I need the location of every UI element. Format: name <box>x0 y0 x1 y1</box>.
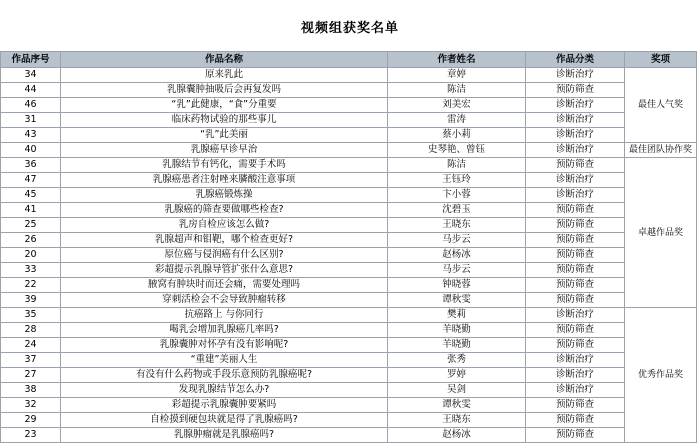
cell-category: 诊断治疗 <box>526 353 625 368</box>
cell-author: 蔡小莉 <box>388 128 526 143</box>
cell-category: 诊断治疗 <box>526 383 625 398</box>
cell-award: 最佳人气奖 <box>625 68 697 143</box>
awards-table <box>0 51 697 443</box>
cell-work: 乳房自检应该怎么做? <box>61 218 388 233</box>
cell-work: 彩超提示乳腺囊肿要紧吗 <box>61 398 388 413</box>
table-row <box>1 128 697 143</box>
cell-category: 预防筛查 <box>526 158 625 173</box>
table-row <box>1 68 697 83</box>
cell-work: 乳腺癌早诊早治 <box>61 143 388 158</box>
cell-category: 诊断治疗 <box>526 98 625 113</box>
cell-category: 预防筛查 <box>526 428 625 443</box>
table-body <box>1 68 697 443</box>
cell-work: 临床药物试验的那些事儿 <box>61 113 388 128</box>
cell-id: 33 <box>1 263 61 278</box>
table-row <box>1 158 697 173</box>
cell-id: 36 <box>1 158 61 173</box>
cell-id: 20 <box>1 248 61 263</box>
cell-author: 卞小蓉 <box>388 188 526 203</box>
header-category: 作品分类 <box>526 52 625 68</box>
table-row <box>1 233 697 248</box>
cell-category: 诊断治疗 <box>526 368 625 383</box>
cell-category: 预防筛查 <box>526 323 625 338</box>
header-award: 奖项 <box>625 52 697 68</box>
cell-author: 陈洁 <box>388 158 526 173</box>
cell-author: 雷涛 <box>388 113 526 128</box>
cell-work: 乳腺癌锻炼操 <box>61 188 388 203</box>
cell-work: 自检摸到硬包块就是得了乳腺癌吗? <box>61 413 388 428</box>
table-row <box>1 203 697 218</box>
cell-work: 抗癌路上 与你同行 <box>61 308 388 323</box>
table-row <box>1 113 697 128</box>
cell-work: 腋窝有肿块时而还会痛，需要处理吗 <box>61 278 388 293</box>
cell-author: 赵杨冰 <box>388 248 526 263</box>
cell-author: 谭秋雯 <box>388 398 526 413</box>
table-row <box>1 323 697 338</box>
header-id: 作品序号 <box>1 52 61 68</box>
cell-category: 预防筛查 <box>526 203 625 218</box>
cell-work: “乳”此美丽 <box>61 128 388 143</box>
cell-work: 有没有什么药物或手段乐意预防乳腺癌呢? <box>61 368 388 383</box>
cell-id: 29 <box>1 413 61 428</box>
cell-id: 37 <box>1 353 61 368</box>
cell-work: 乳腺癌的筛查要做哪些检查? <box>61 203 388 218</box>
cell-id: 28 <box>1 323 61 338</box>
cell-category: 预防筛查 <box>526 263 625 278</box>
cell-award: 卓越作品奖 <box>625 158 697 308</box>
table-header-row <box>1 52 697 68</box>
cell-author: 王钰玲 <box>388 173 526 188</box>
table-row <box>1 98 697 113</box>
cell-id: 46 <box>1 98 61 113</box>
table-row <box>1 413 697 428</box>
cell-author: 赵杨冰 <box>388 428 526 443</box>
cell-author: 王晓东 <box>388 218 526 233</box>
cell-id: 39 <box>1 293 61 308</box>
cell-author: 谭秋雯 <box>388 293 526 308</box>
table-row <box>1 308 697 323</box>
cell-id: 47 <box>1 173 61 188</box>
cell-author: 沈碧玉 <box>388 203 526 218</box>
cell-category: 诊断治疗 <box>526 308 625 323</box>
table-row <box>1 428 697 443</box>
table-row <box>1 353 697 368</box>
page-title: 视频组获奖名单 <box>300 21 399 36</box>
cell-category: 诊断治疗 <box>526 128 625 143</box>
cell-author: 吴剑 <box>388 383 526 398</box>
cell-id: 23 <box>1 428 61 443</box>
cell-category: 诊断治疗 <box>526 68 625 83</box>
cell-id: 22 <box>1 278 61 293</box>
cell-work: 原位癌与侵润癌有什么区别? <box>61 248 388 263</box>
cell-author: 羊晓勤 <box>388 338 526 353</box>
cell-id: 31 <box>1 113 61 128</box>
cell-work: 穿刺活检会不会导致肿瘤转移 <box>61 293 388 308</box>
cell-work: 喝乳会增加乳腺癌几率吗? <box>61 323 388 338</box>
cell-category: 预防筛查 <box>526 248 625 263</box>
cell-work: 原来乳此 <box>61 68 388 83</box>
table-row <box>1 263 697 278</box>
cell-category: 预防筛查 <box>526 83 625 98</box>
header-author: 作者姓名 <box>388 52 526 68</box>
cell-id: 40 <box>1 143 61 158</box>
table-row <box>1 293 697 308</box>
cell-award: 最佳团队协作奖 <box>625 143 697 158</box>
table-row <box>1 368 697 383</box>
cell-id: 26 <box>1 233 61 248</box>
cell-author: 羊晓勤 <box>388 323 526 338</box>
cell-category: 预防筛查 <box>526 413 625 428</box>
table-row <box>1 383 697 398</box>
cell-work: “乳”此健康，“食”分重要 <box>61 98 388 113</box>
cell-id: 27 <box>1 368 61 383</box>
cell-id: 44 <box>1 83 61 98</box>
cell-category: 诊断治疗 <box>526 173 625 188</box>
cell-author: 史琴艳、曾钰 <box>388 143 526 158</box>
cell-id: 43 <box>1 128 61 143</box>
cell-category: 诊断治疗 <box>526 113 625 128</box>
cell-category: 预防筛查 <box>526 338 625 353</box>
cell-author: 马步云 <box>388 233 526 248</box>
cell-author: 樊莉 <box>388 308 526 323</box>
cell-id: 24 <box>1 338 61 353</box>
table-row <box>1 248 697 263</box>
cell-category: 预防筛查 <box>526 278 625 293</box>
cell-id: 34 <box>1 68 61 83</box>
table-row <box>1 338 697 353</box>
cell-author: 王晓东 <box>388 413 526 428</box>
cell-work: 乳腺超声和钼靶，哪个检查更好? <box>61 233 388 248</box>
cell-category: 诊断治疗 <box>526 188 625 203</box>
table-row <box>1 398 697 413</box>
cell-work: 发现乳腺结节怎么办? <box>61 383 388 398</box>
table-row <box>1 188 697 203</box>
cell-work: 乳腺癌患者注射唑来膦酸注意事项 <box>61 173 388 188</box>
cell-id: 25 <box>1 218 61 233</box>
table-row <box>1 218 697 233</box>
cell-category: 诊断治疗 <box>526 143 625 158</box>
cell-work: 彩超提示乳腺导管扩张什么意思? <box>61 263 388 278</box>
cell-category: 预防筛查 <box>526 233 625 248</box>
header-work: 作品名称 <box>61 52 388 68</box>
cell-author: 陈洁 <box>388 83 526 98</box>
cell-category: 预防筛查 <box>526 218 625 233</box>
cell-award: 优秀作品奖 <box>625 308 697 443</box>
cell-author: 章婷 <box>388 68 526 83</box>
cell-work: 乳腺结节有钙化，需要手术吗 <box>61 158 388 173</box>
cell-work: 乳腺囊肿抽吸后会再复发吗 <box>61 83 388 98</box>
cell-author: 张秀 <box>388 353 526 368</box>
table-row <box>1 143 697 158</box>
cell-id: 38 <box>1 383 61 398</box>
table-row <box>1 173 697 188</box>
cell-work: “重建”美丽人生 <box>61 353 388 368</box>
cell-author: 刘美宏 <box>388 98 526 113</box>
cell-id: 35 <box>1 308 61 323</box>
cell-id: 41 <box>1 203 61 218</box>
table-row <box>1 83 697 98</box>
cell-author: 钟晓蓉 <box>388 278 526 293</box>
cell-author: 罗婷 <box>388 368 526 383</box>
cell-category: 预防筛查 <box>526 398 625 413</box>
cell-id: 45 <box>1 188 61 203</box>
cell-work: 乳腺肿瘤就是乳腺癌吗? <box>61 428 388 443</box>
cell-work: 乳腺囊肿对怀孕有没有影响呢? <box>61 338 388 353</box>
cell-id: 32 <box>1 398 61 413</box>
cell-author: 马步云 <box>388 263 526 278</box>
cell-category: 预防筛查 <box>526 293 625 308</box>
table-row <box>1 278 697 293</box>
